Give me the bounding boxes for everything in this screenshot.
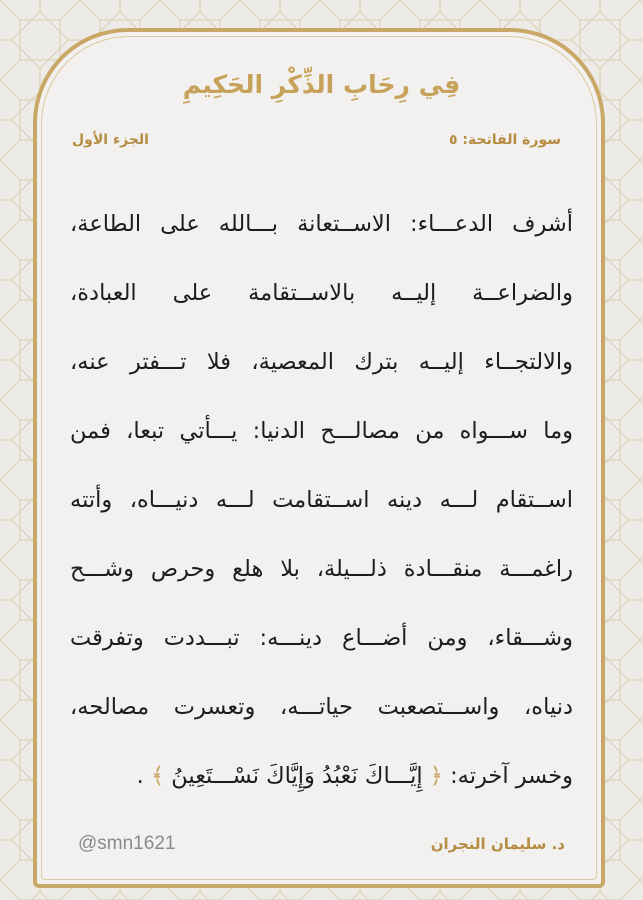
body-line: والضراعــة إليــه بالاســتقامة على العبادة، — [70, 280, 573, 306]
body-line: أشرف الدعـــاء: الاســتعانة بـــالله على الطاعة، — [70, 211, 573, 237]
body-line: وشـــقاء، ومن أضـــاع دينـــه: تبـــددت وتفرقت — [70, 625, 573, 651]
last-line-prefix: وخسر آخرته: — [450, 763, 573, 789]
author-name: د. سليمان النجران — [430, 835, 565, 853]
quran-verse: إِيَّـــاكَ نَعْبُدُ وَإِيَّاكَ نَسْـــتَعِينُ — [171, 763, 423, 789]
part-label: الجزء الأول — [72, 132, 149, 148]
verse-open-bracket: ﴿ — [429, 763, 443, 789]
social-handle: @smn1621 — [78, 833, 176, 854]
body-line: دنياه، واســـتصعبت حياتـــه، وتعسرت مصالحه، — [70, 694, 573, 720]
verse-close-bracket: ﴾ — [150, 763, 165, 789]
body-text — [70, 204, 573, 825]
surah-label: سورة الفاتحة: ٥ — [449, 132, 561, 148]
body-line: اســتقام لـــه دينه اســتقامت لـــه دنيـــاه، وأتته — [70, 487, 573, 513]
body-line: وما ســـواه من مصالـــح الدنيا: يـــأتي تبعا، فمن — [70, 418, 573, 444]
last-line-suffix: . — [136, 763, 144, 789]
body-line-last — [70, 756, 573, 825]
header-title: فِي رِحَابِ الذِّكْرِ الحَكِيمِ — [182, 70, 461, 99]
body-line: والالتجــاء إليــه بترك المعصية، فلا تـــفتر عنه، — [70, 349, 573, 375]
body-line: راغمـــة منقـــادة ذلـــيلة، بلا هلع وحرص وشـــح — [70, 556, 573, 582]
